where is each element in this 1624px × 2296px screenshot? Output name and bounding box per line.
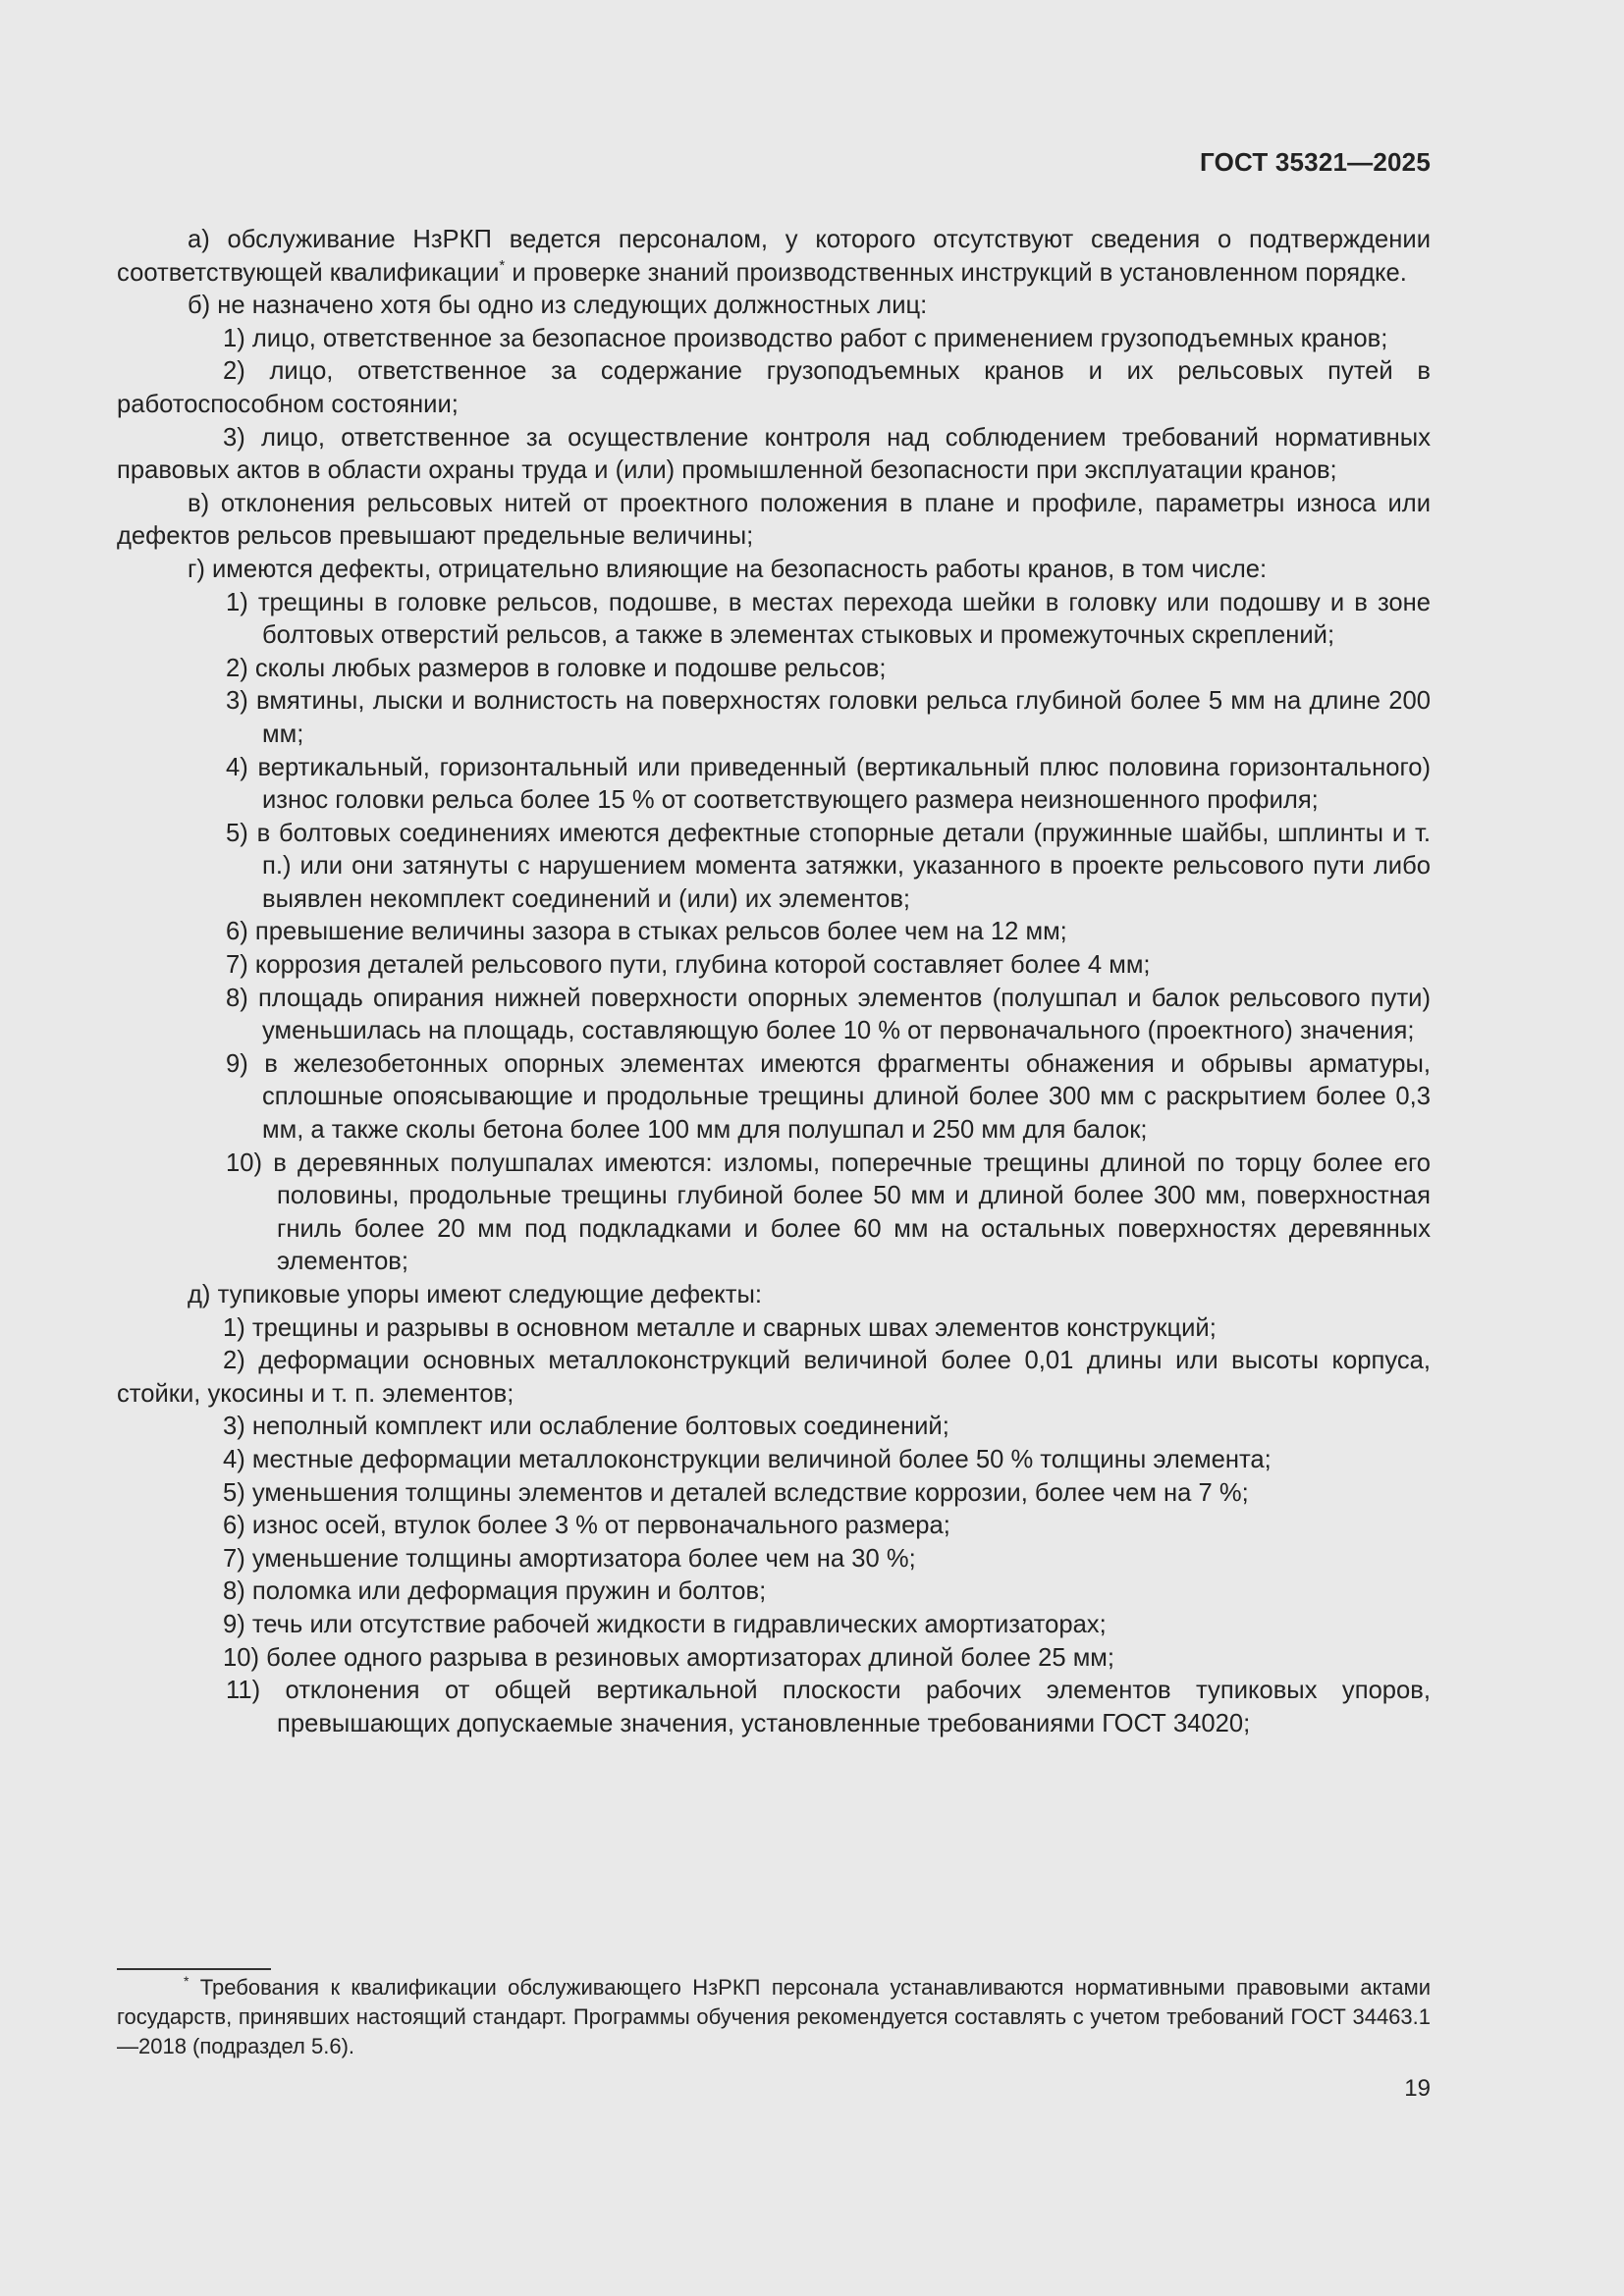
list-item-d: д) тупиковые упоры имеют следующие дефекты:	[188, 1281, 763, 1308]
list-item-b: б) не назначено хотя бы одно из следующих должностных лиц:	[188, 292, 928, 320]
footnote	[117, 1973, 1431, 2061]
list-item-g: г) имеются дефекты, отрицательно влияющие на безопасность работы кранов, в том числе:	[188, 555, 1268, 583]
list-item-d8: 8) поломка или деформация пружин и болтов;	[223, 1577, 767, 1606]
list-item-a: а) обслуживание НзРКП ведется персоналом, у которого отсутствуют сведения о подтверждении соответствующей квалификации* и проверке знаний производственных инструкций в установленном порядке.	[117, 226, 1431, 287]
list-item-g8: 8) площадь опирания нижней поверхности опорных элементов (полушпал и балок рельсового пути) уменьшилась на площадь, составляющую более 10 % от первоначального (проектного) значения;	[226, 984, 1431, 1045]
list-item-b3: 3) лицо, ответственное за осуществление контроля над соблюдением требований нормативных правовых актов в области охраны труда и (или) промышленной безопасности при эксплуатации кранов;	[117, 423, 1431, 485]
list-item-d2: 2) деформации основных металлоконструкций величиной более 0,01 длины или высоты корпуса, стойки, укосины и т. п. элементов;	[117, 1347, 1431, 1408]
list-item-g5: 5) в болтовых соединениях имеются дефектные стопорные детали (пружинные шайбы, шплинты и т. п.) или они затянуты с нарушением момента затяжки, указанного в проекте рельсового пути либо выявлен некомплект соединений и (или) их элементов;	[226, 819, 1431, 913]
list-item-d4: 4) местные деформации металлоконструкции величиной более 50 % толщины элемента;	[223, 1445, 1272, 1473]
list-item-d7: 7) уменьшение толщины амортизатора более чем на 30 %;	[223, 1544, 916, 1573]
list-item-d11: 11) отклонения от общей вертикальной плоскости рабочих элементов тупиковых упоров, превышающих допускаемые значения, установленные требованиями ГОСТ 34020;	[226, 1677, 1431, 1737]
list-item-g10: 10) в деревянных полушпалах имеются: изломы, поперечные трещины длиной по торцу более его половины, продольные трещины глубиной более 50 мм и длиной более 300 мм, поверхностная гниль более 20 мм под подкладками и более 60 мм на остальных поверхностях деревянных элементов;	[226, 1148, 1431, 1276]
list-item-b2: 2) лицо, ответственное за содержание грузоподъемных кранов и их рельсовых путей в работоспособном состоянии;	[117, 357, 1431, 418]
footnote-text: Требования к квалификации обслуживающего НзРКП персонала устанавливаются нормативными правовыми актами государств, принявших настоящий стандарт. Программы обучения рекомендуется составлять с учетом требований ГОСТ 34463.1—2018 (подраздел 5.6).	[117, 1975, 1431, 2058]
list-item-d10: 10) более одного разрыва в резиновых амортизаторах длиной более 25 мм;	[223, 1643, 1115, 1672]
list-item-d3: 3) неполный комплект или ослабление болтовых соединений;	[223, 1413, 949, 1441]
list-item-g9: 9) в железобетонных опорных элементах имеются фрагменты обнажения и обрывы арматуры, сплошные опоясывающие и продольные трещины длиной более 300 мм с раскрытием более 0,3 мм, а также сколы бетона более 100 мм для полушпал и 250 мм для балок;	[226, 1049, 1431, 1145]
list-item-g4: 4) вертикальный, горизонтальный или приведенный (вертикальный плюс половина горизонтального) износ головки рельса более 15 % от соответствующего размера неизношенного профиля;	[226, 753, 1431, 815]
list-item-g7: 7) коррозия деталей рельсового пути, глубина которой составляет более 4 мм;	[226, 951, 1151, 980]
document-header: ГОСТ 35321—2025	[1200, 147, 1431, 177]
list-item-v: в) отклонения рельсовых нитей от проектного положения в плане и профиле, параметры износа или дефектов рельсов превышают предельные величины;	[117, 489, 1431, 551]
list-item-g3: 3) вмятины, лыски и волнистость на поверхностях головки рельса глубиной более 5 мм на длине 200 мм;	[226, 687, 1431, 748]
list-item-d6: 6) износ осей, втулок более 3 % от первоначального размера;	[223, 1512, 950, 1540]
footnote-mark: *	[184, 1973, 189, 1989]
list-item-d9: 9) течь или отсутствие рабочей жидкости в гидравлических амортизаторах;	[223, 1610, 1107, 1638]
footnote-reference[interactable]: *	[499, 256, 506, 274]
list-item-b1: 1) лицо, ответственное за безопасное производство работ с применением грузоподъемных кранов;	[223, 324, 1388, 352]
list-item-g1: 1) трещины в головке рельсов, подошве, в местах перехода шейки в головку или подошву и в зоне болтовых отверстий рельсов, а также в элементах стыковых и промежуточных скреплений;	[226, 588, 1431, 650]
page-number: 19	[1404, 2075, 1431, 2102]
list-item-g6: 6) превышение величины зазора в стыках рельсов более чем на 12 мм;	[226, 918, 1067, 946]
document-body	[117, 224, 1431, 1740]
list-item-d5: 5) уменьшения толщины элементов и деталей вследствие коррозии, более чем на 7 %;	[223, 1478, 1249, 1507]
list-item-g2: 2) сколы любых размеров в головке и подошве рельсов;	[226, 654, 887, 682]
list-item-d1: 1) трещины и разрывы в основном металле и сварных швах элементов конструкций;	[223, 1313, 1217, 1342]
footnote-divider	[117, 1968, 271, 1970]
